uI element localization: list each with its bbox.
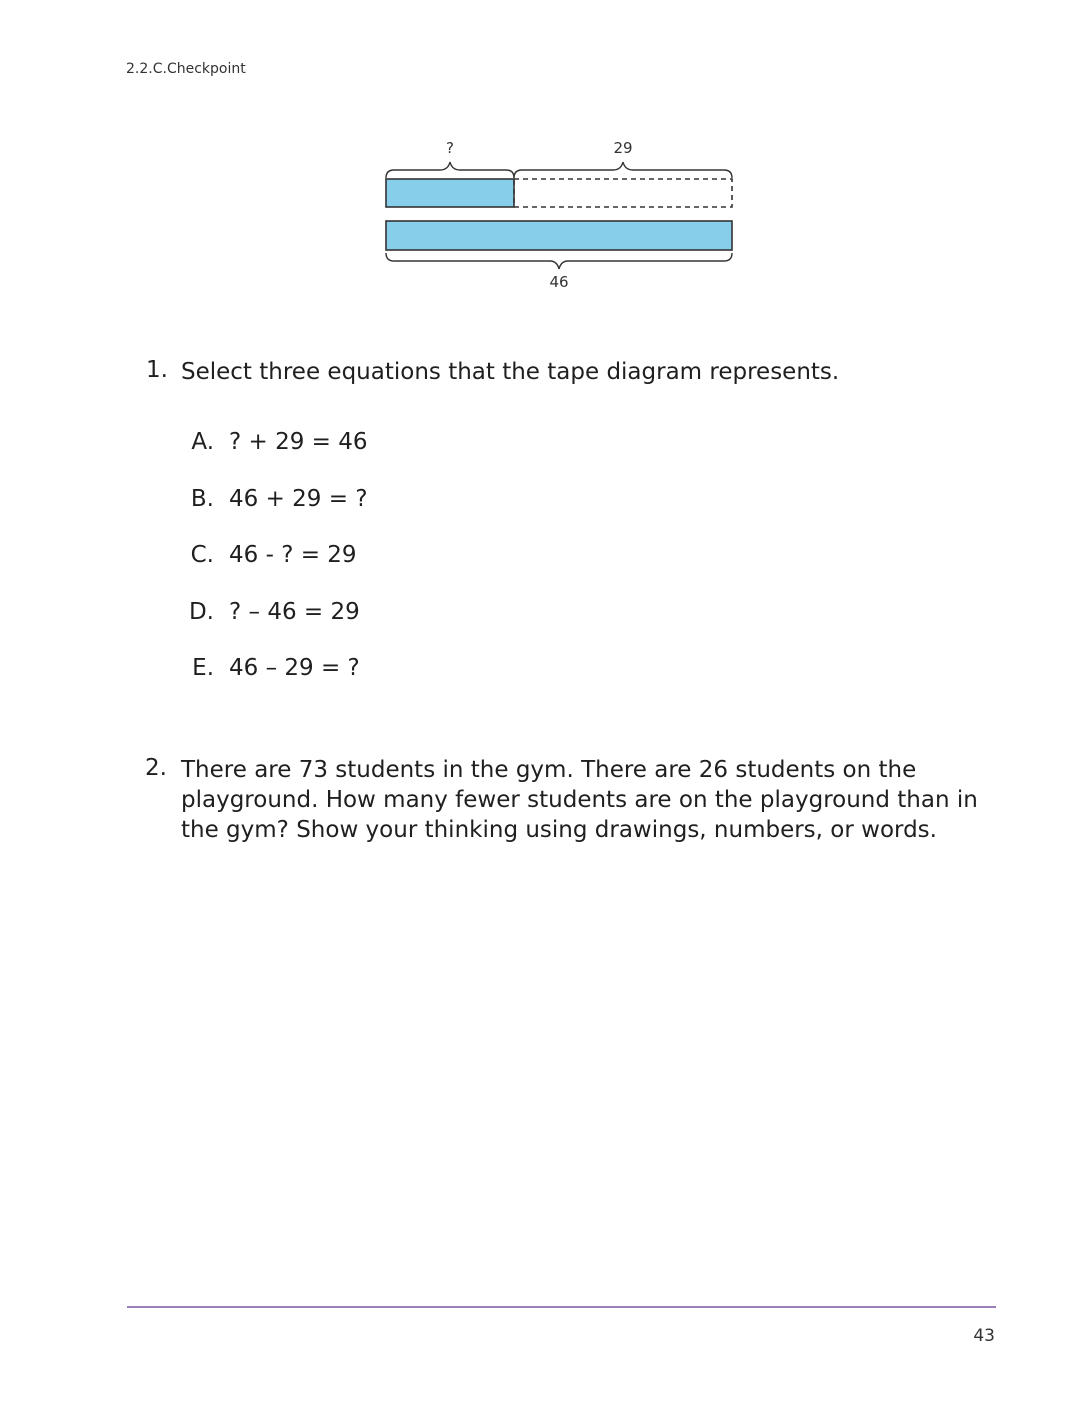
question-1-text: Select three equations that the tape diagram represents.: [181, 359, 840, 385]
tape-top-dashed-segment: [514, 179, 732, 207]
option-a-letter: A.: [191, 429, 214, 455]
option-b-letter: B.: [190, 486, 214, 512]
page-number: 43: [973, 1326, 995, 1346]
option-a[interactable]: [186, 429, 486, 455]
option-e-letter: E.: [192, 655, 214, 681]
bottom-brace: [386, 253, 732, 269]
question-2-line-1: There are 73 students in the gym. There are 26 students on the: [181, 757, 917, 783]
option-d[interactable]: [186, 599, 486, 625]
question-2-number: 2.: [145, 755, 167, 781]
option-b[interactable]: [186, 486, 486, 512]
question-2-text: [181, 755, 1011, 845]
top-right-brace-label: 29: [613, 139, 633, 157]
tape-bottom-bar: [386, 221, 732, 250]
option-a-text: ? + 29 = 46: [229, 429, 368, 455]
top-left-brace: [386, 162, 514, 178]
question-2-line-2: playground. How many fewer students are on the playground than in: [181, 787, 978, 813]
option-d-text: ? – 46 = 29: [229, 599, 360, 625]
footer-divider: [127, 1306, 996, 1308]
option-e-text: 46 – 29 = ?: [229, 655, 360, 681]
tape-top-filled-segment: [386, 179, 514, 207]
document-header: 2.2.C.Checkpoint: [126, 61, 246, 77]
option-c-text: 46 - ? = 29: [229, 542, 357, 568]
question-1-number: 1.: [146, 357, 168, 383]
bottom-brace-label: 46: [549, 273, 569, 291]
tape-diagram: [370, 130, 750, 300]
tape-diagram-svg: [370, 130, 750, 300]
option-b-text: 46 + 29 = ?: [229, 486, 368, 512]
top-right-brace: [514, 162, 732, 178]
option-c[interactable]: [186, 542, 486, 568]
question-2-line-3: the gym? Show your thinking using drawings, numbers, or words.: [181, 817, 937, 843]
option-c-letter: C.: [190, 542, 214, 568]
top-left-brace-label: ?: [446, 139, 454, 157]
option-d-letter: D.: [188, 599, 214, 625]
option-e[interactable]: [186, 655, 486, 681]
